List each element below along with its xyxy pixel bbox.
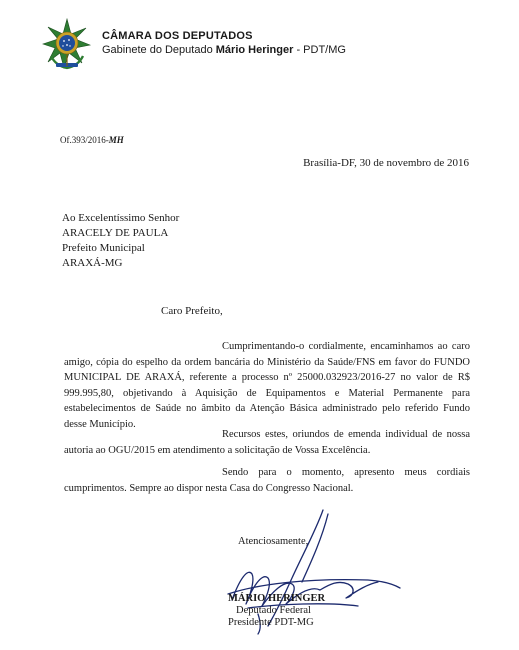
addressee-line: ARACELY DE PAULA bbox=[62, 227, 169, 239]
addressee-line: ARAXÁ-MG bbox=[62, 257, 123, 269]
body-paragraph: Sendo para o momento, apresento meus cordiais cumprimentos. Sempre ao dispor nesta Casa do Congresso Nacional. bbox=[64, 467, 470, 494]
body-paragraph: Cumprimentando-o cordialmente, encaminhamos ao caro amigo, cópia do espelho da ordem bancária do Ministério da Saúde/FNS em favor do FUNDO MUNICIPAL DE ARAXÁ, referente a processo nº 25000.032923/2016-27 no valor de R$ 999.995,80, objetivando à Aquisição de Equipamentos e Material Permanente para estabelecimentos de Saúde no âmbito da Atenção Básica administrado pelo referido Fundo desse Município. bbox=[64, 341, 470, 430]
deputy-name: Mário Heringer bbox=[215, 44, 294, 56]
institution-title: CÂMARA DOS DEPUTADOS bbox=[102, 30, 253, 42]
signatory-name: MÁRIO HERINGER bbox=[228, 593, 326, 604]
salutation: Caro Prefeito, bbox=[161, 305, 223, 317]
document-date: Brasília-DF, 30 de novembro de 2016 bbox=[303, 157, 469, 169]
signatory-role: Deputado Federal bbox=[236, 605, 311, 616]
signatory-party: Presidente PDT-MG bbox=[228, 617, 314, 628]
coat-of-arms-icon bbox=[42, 18, 92, 70]
addressee-line: Prefeito Municipal bbox=[62, 242, 145, 254]
cabinet-subtitle: Gabinete do Deputado Mário Heringer - PDT/MG bbox=[102, 44, 346, 56]
document-reference: Of.393/2016-MH bbox=[60, 135, 124, 145]
body-paragraph: Recursos estes, oriundos de emenda individual de nossa autoria ao OGU/2015 em atendimento a solicitação de Vossa Excelência. bbox=[64, 429, 470, 456]
closing: Atenciosamente, bbox=[238, 536, 309, 547]
addressee-line: Ao Excelentíssimo Senhor bbox=[62, 212, 180, 224]
